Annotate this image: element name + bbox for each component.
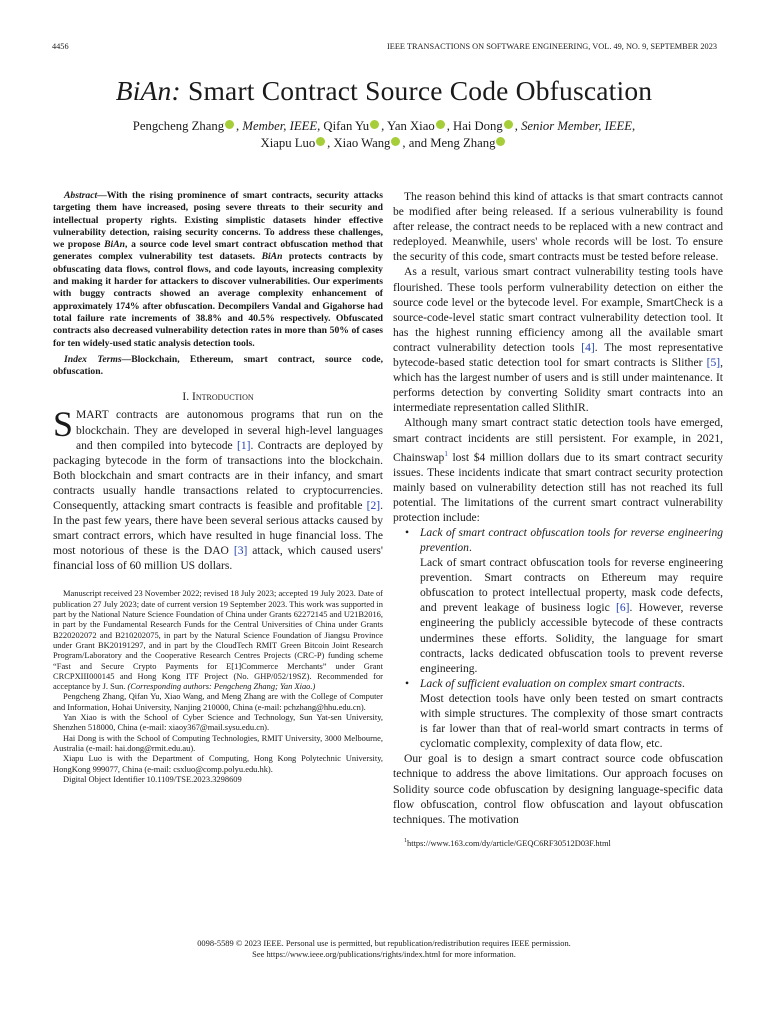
right-column xyxy=(393,190,723,848)
citation-link[interactable]: [2] xyxy=(366,500,381,513)
citation-link[interactable]: [3] xyxy=(233,545,248,558)
author-list: Pengcheng Zhang , Member, IEEE, Qifan Yu , Yan Xiao , Hai Dong , Senior Member, IEEE, Xiapu Luo , Xiao Wang , and Meng Zhang xyxy=(132,119,636,150)
citation-link[interactable]: [4] xyxy=(581,341,595,354)
section-heading: I. Introduction xyxy=(182,390,254,404)
abstract-label: Abstract xyxy=(64,190,98,201)
abstract: Abstract—With the rising prominence of smart contracts, security attacks targeting them have increased, posing severe threats to their security and intellectual property rights. Existing simplistic datasets hinder effective vulnerability detection, raising security concerns. To address these challenges, we propose BiAn, a source code level smart contract obfuscation method that generates complex vulnerability test datasets. BiAn protects contracts by obfuscating data flows, control flows, and code layouts, increasing complexity and making it harder for attackers to discover vulnerabilities. Our experiments with buggy contracts showed an average complexity enhancement of approximately 174% after obfuscation. Decompilers Vandal and Gigahorse had total failure rate increments of 38.8% and 40.5% respectively. Obfuscated contracts also decreased vulnerability detection rates in more than 50% of cases for ten widely-used static analysis detection tools. xyxy=(53,190,383,349)
orcid-icon[interactable] xyxy=(370,120,379,129)
left-column xyxy=(53,190,383,784)
author-name: Hai Dong xyxy=(453,119,503,133)
author-name: Xiao Wang xyxy=(333,136,391,150)
body-paragraph: Our goal is to design a smart contract source code obfuscation technique to address the above limitations. Our approach focuses on Solidity source code obfuscation by designing language-specific data flow obfuscation, control flow obfuscation and layout obfuscation techniques. The motivation xyxy=(393,753,723,826)
list-item: • Lack of smart contract obfuscation tools for reverse engineering prevention. Lack of smart contract obfuscation tools for reverse engineering prevention. Smart contracts on Ethereum may require obfuscation to protect intellectual property, mask code defects, and prevent leakage of business logic [6]. However, reverse engineering the publicly accessible bytecode of these contracts undermines these efforts. Solidity, the language for smart contracts, lacks dedicated obfuscation tools to prevent reverse engineering. xyxy=(405,526,723,675)
author-name: Meng Zhang xyxy=(430,136,496,150)
orcid-icon[interactable] xyxy=(391,137,400,146)
author-role: Senior Member, IEEE xyxy=(521,119,633,133)
doi: Digital Object Identifier 10.1109/TSE.2023.3298609 xyxy=(63,773,242,784)
citation-link[interactable]: [5] xyxy=(706,357,721,370)
orcid-icon[interactable] xyxy=(316,137,325,146)
page-number: 4456 xyxy=(52,42,69,51)
intro-paragraph: SMART contracts are autonomous programs that run on the blockchain. They are developed in several high-level languages and then compiled into bytecode [1]. Contracts are deployed by packaging bytecode in the form of transactions into the blockchain. Both blockchain and smart contracts are in their infancy, and smart contracts usually handle transactions related to cryptocurrencies. Consequently, attacking smart contracts is feasible and profitable [2]. In the past few years, there have been several serious attacks caused by smart contract errors, which have resulted in huge financial loss. The most notorious of these is the DAO [3] attack, which caused users' financial loss of 60 million US dollars. xyxy=(53,404,383,573)
limitations-list xyxy=(393,526,723,752)
footnote-ref[interactable]: 1 xyxy=(444,449,448,458)
orcid-icon[interactable] xyxy=(496,137,505,146)
title-italic: BiAn: xyxy=(115,75,181,106)
orcid-icon[interactable] xyxy=(225,120,234,129)
journal-name: IEEE TRANSACTIONS ON SOFTWARE ENGINEERING, VOL. 49, NO. 9, SEPTEMBER 2023 xyxy=(387,42,717,51)
drop-cap: S xyxy=(53,404,74,445)
author-name: Pengcheng Zhang xyxy=(132,119,225,133)
copyright-notice: 0098-5589 © 2023 IEEE. Personal use is permitted, but republication/redistribution requires IEEE permission. See https://www.ieee.org/publications/rights/index.html for more information. xyxy=(197,938,571,959)
footnote: $^1$https://www.163.com/dy/article/GEQC6RF30512D03F.html xyxy=(404,837,611,848)
body-paragraph: Although many smart contract static detection tools have emerged, smart contract incidents are still persistent. For example, in 2021, Chainswap$^1$ lost $4 million dollars due to its smart contract security issues. These incidents indicate that smart contract security protection mainly based on vulnerability detection still has not reached its full potential. The limitations of the current smart contract vulnerability protection include: xyxy=(393,417,723,524)
list-item: • Lack of sufficient evaluation on complex smart contracts. Most detection tools have only been tested on smart contracts with simple structures. The complexity of those smart contracts is far lower than that of real-world smart contracts in terms of cyclomatic complexity, complexity of data flow, etc. xyxy=(405,677,723,751)
author-name: Yan Xiao xyxy=(386,119,435,133)
author-role: Member, IEEE xyxy=(242,119,318,133)
paper-title xyxy=(0,74,768,108)
author-name: Qifan Yu xyxy=(323,119,370,133)
manuscript-footnotes: Manuscript received 23 November 2022; revised 18 July 2023; accepted 19 July 2023. Date of publication 27 July 2023; date of current version 19 September 2023. This work was supported in part by the National Nature Science Foundation of China under Grants 62272145 and U21B2016, in part by the Fundamental Research Funds for the Central Universities of China under Grants B220202072 and B210202075, in part by the Natural Science Foundation of Jiangsu Province under Grant BK20191297, and in part by the CloudTech RMIT Green Bitcoin Joint Research Program/Laboratory and the Cooperative Research Centres Projects (CRC-P) funding scheme “Fast and Secure Crypto Payments for E[1]Commerce Merchants” under Grant CRCPXIII000145 and Hong Kong ITF Project (No. GHP/052/19SZ). Recommended for acceptance by J. Sun. (Corresponding authors: Pengcheng Zhang; Yan Xiao.) Pengcheng Zhang, Qifan Yu, Xiao Wang, and Meng Zhang are with the College of Computer and Information, Hohai University, Nanjing 210000, China (e-mail: pchzhang@hhu.edu.cn). Yan Xiao is with the School of Cyber Science and Technology, Sun Yat-sen University, Shenzhen 518000, China (e-mail: xiaoy367@mail.sysu.edu.cn). Hai Dong is with the School of Computing Technologies, RMIT University, 3000 Melbourne, Australia (e-mail: hai.dong@rmit.edu.au). Xiapu Luo is with the Department of Computing, Hong Kong Polytechnic University, HongKong 999077, China (e-mail: csxluo@comp.polyu.edu.hk). Digital Object Identifier 10.1109/TSE.2023.3298609 xyxy=(53,588,383,784)
citation-link[interactable]: [6] xyxy=(616,602,630,615)
orcid-icon[interactable] xyxy=(504,120,513,129)
bullet-icon: • xyxy=(405,677,410,690)
bullet-icon: • xyxy=(405,526,410,539)
footnote-url[interactable]: https://www.163.com/dy/article/GEQC6RF30512D03F.html xyxy=(407,837,611,848)
index-terms: Index Terms—Blockchain, Ethereum, smart contract, source code, obfuscation. xyxy=(53,353,383,378)
title-rest: Smart Contract Source Code Obfuscation xyxy=(180,75,653,106)
citation-link[interactable]: [1] xyxy=(236,439,251,452)
orcid-icon[interactable] xyxy=(436,120,445,129)
author-name: Xiapu Luo xyxy=(260,136,316,150)
body-paragraph: The reason behind this kind of attacks is that smart contracts cannot be modified after being released. If a serious vulnerability is found after release, the contract needs to be replaced with a new contract and redeployed. Meanwhile, users' whole records will be lost. To ensure the security of this code, smart contracts must be tested before release. xyxy=(393,191,723,264)
body-paragraph: As a result, various smart contract vulnerability testing tools have flourished. These tools perform vulnerability detection on either the source code level or the bytecode level. For example, SmartCheck is a source-code-level static smart contract vulnerability detection tool. It has the highest running efficiency among all the available smart contract vulnerability detection tools [4]. The most representative bytecode-based static detection tool for smart contracts is Slither [5], which has the largest number of users and is still under maintenance. It performs detection by converting Solidity smart contracts into an intermediate representation called SlithIR. xyxy=(393,266,723,415)
